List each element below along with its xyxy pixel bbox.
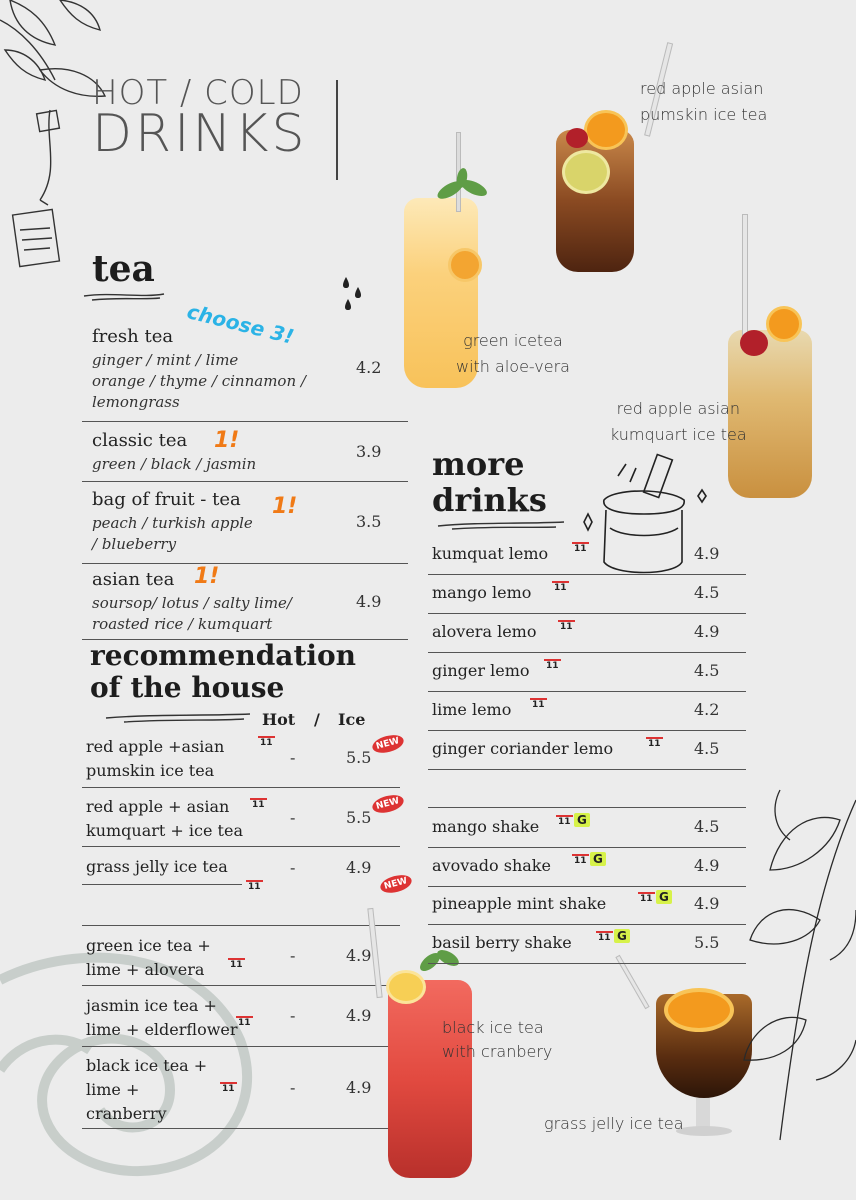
rec-item-hot: - [290,808,296,827]
rec-item-ice: 5.5 [346,748,372,767]
drink-item-price: 4.9 [694,544,720,563]
green-g-badge: G [574,813,590,827]
drink-sketch-icon [574,452,714,582]
pick-one-badge: 1! [194,564,220,589]
divider [428,730,746,731]
small-badge: 11 [598,933,611,943]
leaf-branch-illustration [740,780,856,1160]
tea-item-name: asian tea [92,569,175,590]
caption-black-ice-tea: black ice tea with cranbery [442,1018,553,1061]
more-drinks-title-line2: drinks [432,481,547,519]
rec-item-name: green ice tea + lime + alovera [86,936,211,979]
tea-section-title: tea [92,248,155,290]
caption-red-apple-pumskin: red apple asian pumskin ice tea [640,79,768,124]
tea-item-price: 3.9 [356,442,382,461]
drink-item-price: 4.5 [694,739,720,758]
orange-slice-icon [448,248,482,282]
drink-item-price: 4.9 [694,622,720,641]
mint-leaf-icon [430,166,496,206]
rec-item-name: black ice tea + lime + cranberry [86,1056,208,1123]
tea-title-underline [82,290,166,302]
drink-item-name: kumquat lemo [432,544,549,563]
divider [82,1046,400,1047]
small-badge: 11 [558,817,571,827]
green-g-badge: G [590,852,606,866]
rec-item-ice: 4.9 [346,1078,372,1097]
col-ice-label: Ice [338,710,366,729]
tea-item-name: classic tea [92,430,188,451]
drink-item-name: alovera lemo [432,622,537,641]
small-badge: 11 [230,960,243,970]
small-badge: 11 [248,882,261,892]
header-divider [336,80,338,180]
tea-item-name: fresh tea [92,326,174,347]
drink-item-name: ginger lemo [432,661,530,680]
divider [428,847,746,848]
divider [428,807,746,808]
new-badge: NEW [370,792,405,816]
drink-item-name: mango lemo [432,583,532,602]
drink-item-price: 4.9 [694,894,720,913]
rec-item-ice: 4.9 [346,946,372,965]
divider [82,985,400,986]
drink-item-price: 4.2 [694,700,720,719]
col-hot-label: Hot [262,710,296,729]
drink-item-name: mango shake [432,817,540,836]
new-badge: NEW [378,872,413,896]
red-apple-icon [566,128,588,148]
divider [428,886,746,887]
tea-item-options: peach / turkish apple / blueberry [92,514,253,553]
pick-one-badge: 1! [214,428,240,453]
tea-item-options: ginger / mint / lime orange / thyme / cinnamon / lemongrass [92,351,306,411]
recommendation-underline [104,708,252,726]
droplets-icon [338,275,368,315]
drink-item-price: 4.9 [694,856,720,875]
divider [82,787,400,788]
orange-slice-icon [664,988,734,1032]
drink-item-name: lime lemo [432,700,512,719]
orange-slice-icon [584,110,628,150]
divider [428,924,746,925]
drink-item-name: pineapple mint shake [432,894,607,913]
rec-item-hot: - [290,946,296,965]
straw-icon [742,214,748,340]
divider [82,925,400,926]
small-badge: 11 [532,700,545,710]
rec-item-name: red apple + asian kumquart + ice tea [86,797,243,840]
more-drinks-title [432,446,547,518]
tea-item-price: 3.5 [356,512,382,531]
divider [428,769,746,770]
divider [428,963,746,964]
divider [82,563,408,564]
divider [82,846,400,847]
menu-header [92,73,332,164]
tea-item-price: 4.2 [356,358,382,377]
glass-base-icon [676,1126,732,1136]
lime-slice-icon [562,150,610,194]
drink-item-price: 4.5 [694,583,720,602]
tea-item-price: 4.9 [356,592,382,611]
red-apple-icon [740,330,768,356]
col-separator: / [314,710,320,729]
glass-stem-icon [696,1098,710,1128]
divider [82,1128,400,1129]
divider [82,481,408,482]
drink-item-name: basil berry shake [432,933,572,952]
small-badge: 11 [640,894,653,904]
small-badge: 11 [252,800,265,810]
drink-item-name: ginger coriander lemo [432,739,614,758]
pick-one-badge: 1! [272,494,298,519]
small-badge: 11 [222,1084,235,1094]
choose-badge: choose 3! [184,299,297,349]
more-drinks-title-line1: more [432,445,525,483]
caption-grass-jelly: grass jelly ice tea [544,1114,684,1133]
black-ice-tea-photo [388,980,472,1178]
small-badge: 11 [260,738,273,748]
more-drinks-underline [436,518,566,532]
small-badge: 11 [574,544,587,554]
caption-green-icetea: green icetea with aloe-vera [456,331,570,376]
new-badge: NEW [370,732,405,756]
rec-item-hot: - [290,1006,296,1025]
tea-item-options: green / black / jasmin [92,455,257,473]
small-badge: 11 [574,856,587,866]
header-drinks: DRINKS [92,104,308,164]
small-badge: 11 [648,739,661,749]
recommendation-title [90,640,356,704]
rec-item-ice: 4.9 [346,1006,372,1025]
orange-slice-icon [766,306,802,342]
divider [428,574,746,575]
small-badge: 11 [554,583,567,593]
divider [428,691,746,692]
rec-item-ice: 4.9 [346,858,372,877]
rec-item-name: jasmin ice tea + lime + elderflower [86,996,238,1039]
recommendation-title-line1: recommendation [90,639,357,672]
tea-item-options: soursop/ lotus / salty lime/ roasted rice / kumquart [92,594,292,633]
rec-item-name: red apple +asian pumskin ice tea [86,737,225,780]
small-badge: 11 [546,661,559,671]
rec-item-hot: - [290,1078,296,1097]
divider [428,613,746,614]
rec-item-ice: 5.5 [346,808,372,827]
divider [428,652,746,653]
green-g-badge: G [656,890,672,904]
drink-item-price: 4.5 [694,817,720,836]
green-g-badge: G [614,929,630,943]
rec-item-name: grass jelly ice tea [86,857,228,876]
caption-red-apple-kumquart: red apple asian kumquart ice tea [610,399,747,444]
divider [82,421,408,422]
tea-item-name: bag of fruit - tea [92,489,241,510]
rec-item-hot: - [290,858,296,877]
recommendation-title-line2: of the house [90,671,285,704]
drink-item-name: avovado shake [432,856,551,875]
small-badge: 11 [238,1018,251,1028]
small-badge: 11 [560,622,573,632]
header-hot-cold: HOT / COLD [92,73,304,113]
drink-item-price: 5.5 [694,933,720,952]
divider [82,884,242,885]
drink-item-price: 4.5 [694,661,720,680]
rec-item-hot: - [290,748,296,767]
